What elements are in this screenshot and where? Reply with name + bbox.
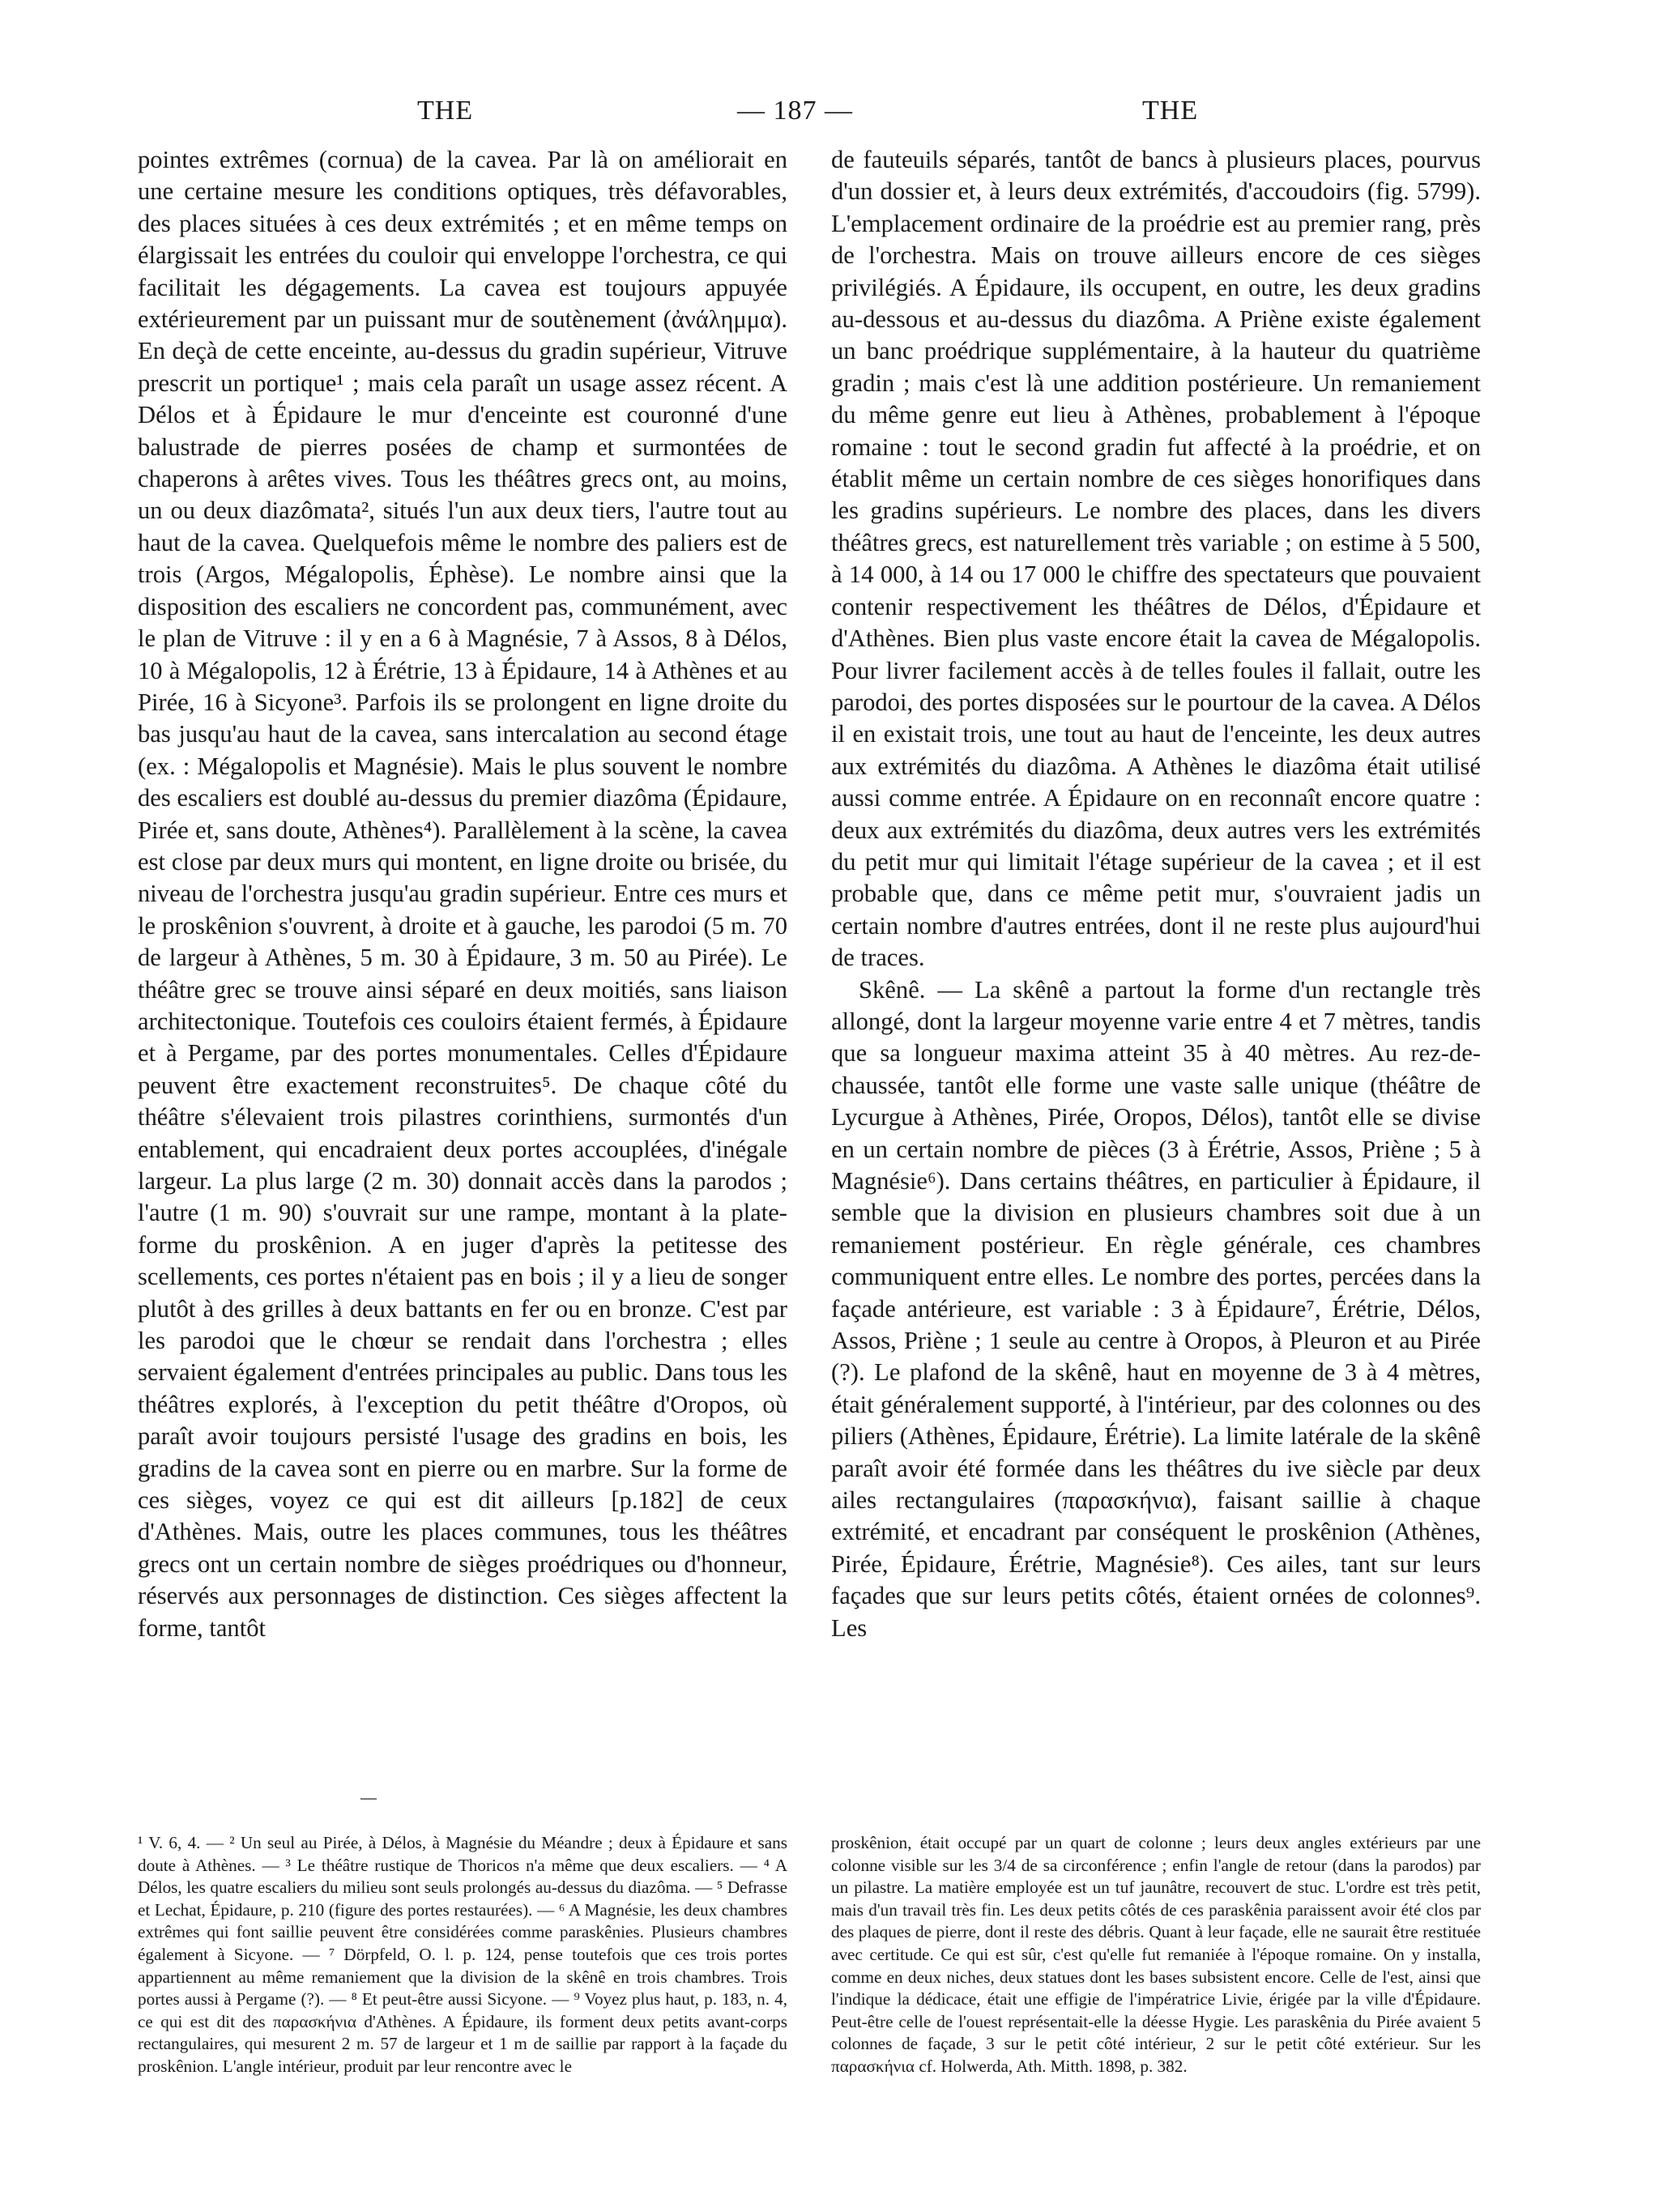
- footnotes-left: [138, 1832, 787, 2078]
- right-column: [831, 144, 1481, 1644]
- right-column-paragraph-skene: Skênê. — La skênê a partout la forme d'un rectangle très allongé, dont la largeur moyenne varie entre 4 et 7 mètres, tandis que sa longueur maxima atteint 35 à 40 mètres. Au rez-de-chaussée, tantôt elle forme une vaste salle unique (théâtre de Lycurgue à Athènes, Pirée, Oropos, Délos), tantôt elle se divise en un certain nombre de pièces (3 à Érétrie, Assos, Priène ; 5 à Magnésie⁶). Dans certains théâtres, en particulier à Épidaure, il semble que la division en plusieurs chambres soit due à un remaniement postérieur. En règle générale, ces chambres communiquent entre elles. Le nombre des portes, percées dans la façade antérieure, est variable : 3 à Épidaure⁷, Érétrie, Délos, Assos, Priène ; 1 seule au centre à Oropos, à Pleuron et au Pirée (?). Le plafond de la skênê, haut en moyenne de 3 à 4 mètres, était généralement supporté, à l'intérieur, par des colonnes ou des piliers (Athènes, Épidaure, Érétrie). La limite latérale de la skênê paraît avoir été formée dans les théâtres du ive siècle par deux ailes rectangulaires (παρασκήνια), faisant saillie à chaque extrémité, et encadrant par conséquent le proskênion (Athènes, Pirée, Épidaure, Érétrie, Magnésie⁸). Ces ailes, tant sur leurs façades que sur leurs petits côtés, étaient ornées de colonnes⁹. Les: [831, 975, 1481, 1642]
- left-column: [138, 144, 787, 1644]
- header-left-word: THE: [417, 96, 474, 126]
- page-number: — 187 —: [737, 96, 853, 126]
- left-column-paragraph: pointes extrêmes (cornua) de la cavea. Par là on améliorait en une certaine mesure les conditions optiques, très défavorables, des places situées à ces deux extrémités ; et en même temps on élargissait les entrées du couloir qui enveloppe l'orchestra, ce qui facilitait les dégagements. La cavea est toujours appuyée extérieurement par un puissant mur de soutènement (ἀνάλημμα). En deçà de cette enceinte, au-dessus du gradin supérieur, Vitruve prescrit un portique¹ ; mais cela paraît un usage assez récent. A Délos et à Épidaure le mur d'enceinte est couronné d'une balustrade de pierres posées de champ et surmontées de chaperons à arêtes vives. Tous les théâtres grecs ont, au moins, un ou deux diazômata², situés l'un aux deux tiers, l'autre tout au haut de la cavea. Quelquefois même le nombre des paliers est de trois (Argos, Mégalopolis, Éphèse). Le nombre ainsi que la disposition des escaliers ne concordent pas, communément, avec le plan de Vitruve : il y en a 6 à Magnésie, 7 à Assos, 8 à Délos, 10 à Mégalopolis, 12 à Érétrie, 13 à Épidaure, 14 à Athènes et au Pirée, 16 à Sicyone³. Parfois ils se prolongent en ligne droite du bas jusqu'au haut de la cavea, sans intercalation au second étage (ex. : Mégalopolis et Magnésie). Mais le plus souvent le nombre des escaliers est doublé au-dessus du premier diazôma (Épidaure, Pirée et, sans doute, Athènes⁴). Parallèlement à la scène, la cavea est close par deux murs qui montent, en ligne droite ou brisée, du niveau de l'orchestra jusqu'au gradin supérieur. Entre ces murs et le proskênion s'ouvrent, à droite et à gauche, les parodoi (5 m. 70 de largeur à Athènes, 5 m. 30 à Épidaure, 3 m. 50 au Pirée). Le théâtre grec se trouve ainsi séparé en deux moitiés, sans liaison architectonique. Toutefois ces couloirs étaient fermés, à Épidaure et à Pergame, par des portes monumentales. Celles d'Épidaure peuvent être exactement reconstruites⁵. De chaque côté du théâtre s'élevaient trois pilastres corinthiens, surmontés d'un entablement, qui encadraient deux portes accouplées, d'inégale largeur. La plus large (2 m. 30) donnait accès dans la parodos ; l'autre (1 m. 90) s'ouvrait sur une rampe, montant à la plate-forme du proskênion. A en juger d'après la petitesse des scellements, ces portes n'étaient pas en bois ; il y a lieu de songer plutôt à des grilles à deux battants en fer ou en bronze. C'est par les parodoi que le chœur se rendait dans l'orchestra ; elles servaient également d'entrées principales au public. Dans tous les théâtres explorés, à l'exception du petit théâtre d'Oropos, où paraît avoir toujours persisté l'usage des gradins en bois, les gradins de la cavea sont en pierre ou en marbre. Sur la forme de ces sièges, voyez ce qui est dit ailleurs [p.182] de ceux d'Athènes. Mais, outre les places communes, tous les théâtres grecs ont un certain nombre de sièges proédriques ou d'honneur, réservés aux personnages de distinction. Ces sièges affectent la forme, tantôt: [138, 146, 787, 1642]
- footnotes-right-text: proskênion, était occupé par un quart de colonne ; leurs deux angles extérieurs par une colonne visible sur les 3/4 de sa circonférence ; enfin l'angle de retour (dans la parodos) par un pilastre. La matière employée est un tuf jaunâtre, recouvert de stuc. L'ordre est très petit, mais d'un travail très fin. Les deux petits côtés de ces paraskênia paraissent avoir été clos par des plaques de pierre, dont il reste des débris. Quant à leur façade, elle ne saurait être restituée avec certitude. Ce qui est sûr, c'est qu'elle fut remaniée à l'époque romaine. On y installa, comme en deux niches, deux statues dont les bases subsistent encore. Celle de l'est, ainsi que l'indique la dédicace, était une effigie de l'impératrice Livie, érigée par la ville d'Épidaure. Peut-être celle de l'ouest représentait-elle la déesse Hygie. Les paraskênia du Pirée avaient 5 colonnes de façade, 3 sur le petit côté intérieur, 2 sur le petit côté extérieur. Sur les παρασκήνια cf. Holwerda, Ath. Mitth. 1898, p. 382.: [831, 1833, 1481, 2076]
- footnotes-right: [831, 1832, 1481, 2078]
- right-column-paragraph-1: de fauteuils séparés, tantôt de bancs à plusieurs places, pourvus d'un dossier et, à leurs deux extrémités, d'accoudoirs (fig. 5799). L'emplacement ordinaire de la proédrie est au premier rang, près de l'orchestra. Mais on trouve ailleurs encore de ces sièges privilégiés. A Épidaure, ils occupent, en outre, les deux gradins au-dessous et au-dessus du diazôma. A Priène existe également un banc proédrique supplémentaire, à la hauteur du quatrième gradin ; mais c'est là une addition postérieure. Un remaniement du même genre eut lieu à Athènes, probablement à l'époque romaine : tout le second gradin fut affecté à la proédrie, et on établit même un certain nombre de ces sièges honorifiques dans les gradins supérieurs. Le nombre des places, dans les divers théâtres grecs, est naturellement très variable ; on estime à 5 500, à 14 000, à 14 ou 17 000 le chiffre des spectateurs que pouvaient contenir respectivement les théâtres de Délos, d'Épidaure et d'Athènes. Bien plus vaste encore était la cavea de Mégalopolis. Pour livrer facilement accès à de telles foules il fallait, outre les parodoi, des portes disposées sur le pourtour de la cavea. A Délos il en existait trois, une tout au haut de l'enceinte, les deux autres aux extrémités du diazôma. A Athènes le diazôma était utilisé aussi comme entrée. A Épidaure on en reconnaît encore quatre : deux aux extrémités du diazôma, deux autres vers les extrémités du petit mur qui limitait l'étage supérieur de la cavea ; et il est probable que, dans ce même petit mur, s'ouvraient jadis un certain nombre d'autres entrées, dont il ne reste plus aujourd'hui de traces.: [831, 146, 1481, 972]
- footnote-divider: [360, 1798, 377, 1800]
- header-right-word: THE: [1142, 96, 1199, 126]
- footnotes-left-text: ¹ V. 6, 4. — ² Un seul au Pirée, à Délos, à Magnésie du Méandre ; deux à Épidaure et sans doute à Athènes. — ³ Le théâtre rustique de Thoricos n'a même que deux escaliers. — ⁴ A Délos, les quatre escaliers du milieu sont seuls prolongés au-dessus du diazôma. — ⁵ Defrasse et Lechat, Épidaure, p. 210 (figure des portes restaurées). — ⁶ A Magnésie, les deux chambres extrêmes qui font saillie peuvent être considérées comme paraskênies. Plusieurs chambres également à Sicyone. — ⁷ Dörpfeld, O. l. p. 124, pense toutefois que ces trois portes appartiennent au même remaniement que la division de la skênê en trois chambres. Trois portes aussi à Pergame (?). — ⁸ Et peut-être aussi Sicyone. — ⁹ Voyez plus haut, p. 183, n. 4, ce qui est dit des παρασκήνια d'Athènes. A Épidaure, ils forment deux petits avant-corps rectangulaires, qui mesurent 2 m. 57 de largeur et 1 m de saillie par rapport à la façade du proskênion. L'angle intérieur, produit par leur rencontre avec le: [138, 1833, 787, 2076]
- running-header: [0, 96, 1659, 136]
